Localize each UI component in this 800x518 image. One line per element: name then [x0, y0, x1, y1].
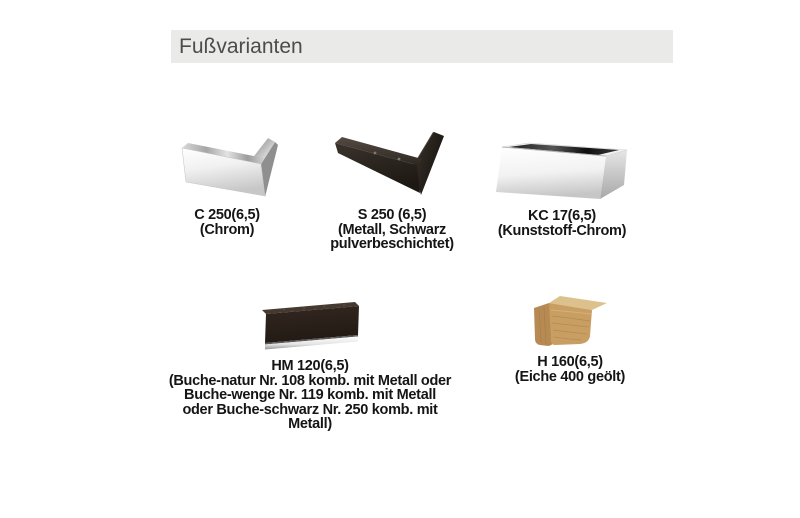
product-figure-hm120: [140, 300, 480, 432]
chrome-corner-foot-image: [175, 136, 279, 202]
product-caption: [474, 209, 650, 238]
product-code: C 250(6,5): [194, 207, 260, 223]
product-desc-line: Buche-wenge Nr. 119 komb. mit Metall: [184, 387, 436, 404]
product-caption: [480, 355, 660, 384]
product-desc-line: Metall): [288, 416, 332, 433]
black-metal-corner-foot-image: [333, 131, 451, 198]
page-title: Fußvarianten: [179, 35, 303, 58]
product-figure-c250: [150, 136, 304, 237]
product-desc-line: (Buche-natur Nr. 108 komb. mit Metall oder: [168, 372, 452, 389]
oak-block-foot-shape: [534, 296, 607, 346]
chrome-plastic-box-foot-shape: [496, 143, 627, 199]
chrome-corner-foot-shape: [182, 138, 278, 197]
section-header-bar: [171, 30, 673, 63]
product-code: S 250 (6,5): [357, 207, 427, 223]
oak-block-foot-image: [529, 292, 611, 352]
product-code: H 160(6,5): [537, 354, 603, 370]
product-desc-line: pulverbeschichtet): [330, 236, 454, 253]
wood-metal-bar-foot-shape: [262, 302, 359, 350]
wood-metal-bar-foot-image: [259, 300, 361, 350]
chrome-plastic-box-foot-image: [493, 141, 632, 200]
product-desc-line: (Chrom): [199, 221, 255, 238]
black-metal-corner-foot-shape: [335, 132, 444, 195]
product-desc-line: oder Buche-schwarz Nr. 250 komb. mit: [182, 401, 438, 418]
product-figure-s250: [303, 131, 481, 252]
product-code: KC 17(6,5): [528, 208, 596, 224]
product-desc-line: (Kunststoff-Chrom): [497, 222, 627, 239]
product-desc-line: (Metall, Schwarz: [337, 221, 446, 238]
product-desc-line: (Eiche 400 geölt): [514, 368, 626, 385]
product-caption: [303, 208, 481, 252]
product-caption: [150, 208, 304, 237]
product-caption: [140, 359, 480, 432]
product-figure-kc17: [474, 141, 650, 238]
product-figure-h160: [480, 292, 660, 384]
product-code: HM 120(6,5): [271, 358, 349, 374]
